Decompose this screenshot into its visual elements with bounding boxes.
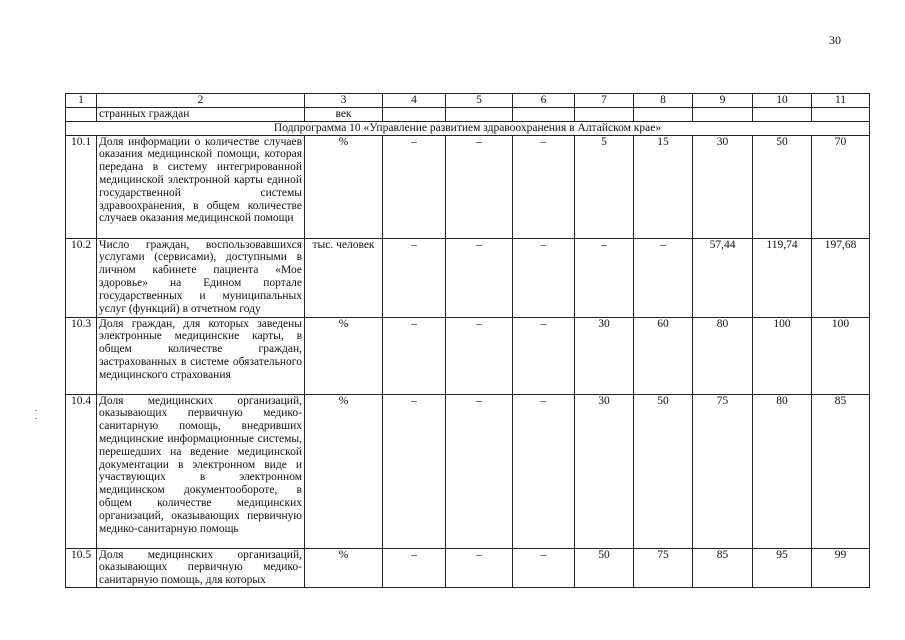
value-cell: 60: [634, 317, 693, 394]
value-cell: 70: [812, 135, 870, 238]
value-cell: 95: [753, 548, 812, 587]
value-cell: –: [634, 238, 693, 317]
value-cell: 5: [575, 135, 634, 238]
row-number: 10.2: [66, 238, 97, 317]
value-cell: –: [446, 548, 513, 587]
row-unit: век: [305, 107, 383, 121]
value-cell: 197,68: [812, 238, 870, 317]
value-cell: –: [513, 317, 575, 394]
subprogram-row: [66, 121, 870, 135]
value-cell: 75: [693, 394, 753, 548]
table-row: [66, 394, 870, 548]
value-cell: –: [383, 135, 446, 238]
indicators-table: [65, 93, 870, 588]
value-cell: 15: [634, 135, 693, 238]
table-row: [66, 238, 870, 317]
value-cell: –: [446, 135, 513, 238]
value-cell: –: [446, 317, 513, 394]
header-cell: 8: [634, 94, 693, 108]
value-cell: 57,44: [693, 238, 753, 317]
header-cell: 10: [753, 94, 812, 108]
subprogram-title: Подпрограмма 10 «Управление развитием здравоохранения в Алтайском крае»: [66, 121, 870, 135]
value-cell: 119,74: [753, 238, 812, 317]
continued-row: [66, 107, 870, 121]
value-cell: 85: [693, 548, 753, 587]
header-cell: 6: [513, 94, 575, 108]
value-cell: –: [383, 394, 446, 548]
header-cell: 3: [305, 94, 383, 108]
value-cell: –: [513, 135, 575, 238]
value-cell: 30: [693, 135, 753, 238]
row-number: 10.4: [66, 394, 97, 548]
table-row: [66, 317, 870, 394]
row-unit: %: [305, 548, 383, 587]
row-number: 10.3: [66, 317, 97, 394]
header-cell: 9: [693, 94, 753, 108]
value-cell: –: [446, 394, 513, 548]
value-cell: 99: [812, 548, 870, 587]
value-cell: 100: [812, 317, 870, 394]
row-description: странных граждан: [97, 107, 305, 121]
value-cell: –: [575, 238, 634, 317]
value-cell: –: [513, 238, 575, 317]
value-cell: 85: [812, 394, 870, 548]
table-row: [66, 135, 870, 238]
scan-artifact: [35, 410, 37, 411]
table-row: [66, 548, 870, 587]
page-number: 30: [829, 33, 841, 47]
header-cell: 2: [97, 94, 305, 108]
value-cell: 75: [634, 548, 693, 587]
row-description: Число граждан, воспользовавшихся услугами (сервисами), доступными в личном кабинете пациента «Мое здоровье» на Едином портале государственных и муниципальных услуг (функций) в отчетном году: [97, 238, 305, 317]
header-cell: 11: [812, 94, 870, 108]
value-cell: –: [446, 238, 513, 317]
value-cell: –: [513, 548, 575, 587]
row-description: Доля граждан, для которых заведены электронные медицинские карты, в общем количестве граждан, застрахованных в системе обязательного медицинского страхования: [97, 317, 305, 394]
scan-artifact: [35, 418, 37, 419]
value-cell: –: [513, 394, 575, 548]
row-description: Доля медицинских организаций, оказывающих первичную медико-санитарную помощь, внедривших медицинские информационные системы, перешедших на ведение медицинской документации в электронном виде и участвующих в электронном медицинском документообороте, в общем количестве медицинских организаций, оказывающих первичную медико-санитарную помощь: [97, 394, 305, 548]
value-cell: –: [383, 548, 446, 587]
header-cell: 7: [575, 94, 634, 108]
row-number: [66, 107, 97, 121]
row-number: 10.1: [66, 135, 97, 238]
row-description: Доля медицинских организаций, оказывающих первичную медико-санитарную помощь, для которых: [97, 548, 305, 587]
value-cell: –: [383, 317, 446, 394]
row-unit: %: [305, 317, 383, 394]
value-cell: 50: [575, 548, 634, 587]
value-cell: 80: [753, 394, 812, 548]
row-unit: %: [305, 135, 383, 238]
value-cell: 30: [575, 317, 634, 394]
value-cell: 30: [575, 394, 634, 548]
value-cell: 80: [693, 317, 753, 394]
header-cell: 5: [446, 94, 513, 108]
value-cell: –: [383, 238, 446, 317]
column-number-header: [66, 94, 870, 108]
value-cell: 100: [753, 317, 812, 394]
row-unit: %: [305, 394, 383, 548]
header-cell: 4: [383, 94, 446, 108]
value-cell: 50: [753, 135, 812, 238]
header-cell: 1: [66, 94, 97, 108]
row-unit: тыс. человек: [305, 238, 383, 317]
row-description: Доля информации о количестве случаев оказания медицинской помощи, которая передана в систему интегрированной медицинской электронной карты единой государственной системы здравоохранения, в общем количестве случаев оказания медицинской помощи: [97, 135, 305, 238]
row-number: 10.5: [66, 548, 97, 587]
value-cell: 50: [634, 394, 693, 548]
